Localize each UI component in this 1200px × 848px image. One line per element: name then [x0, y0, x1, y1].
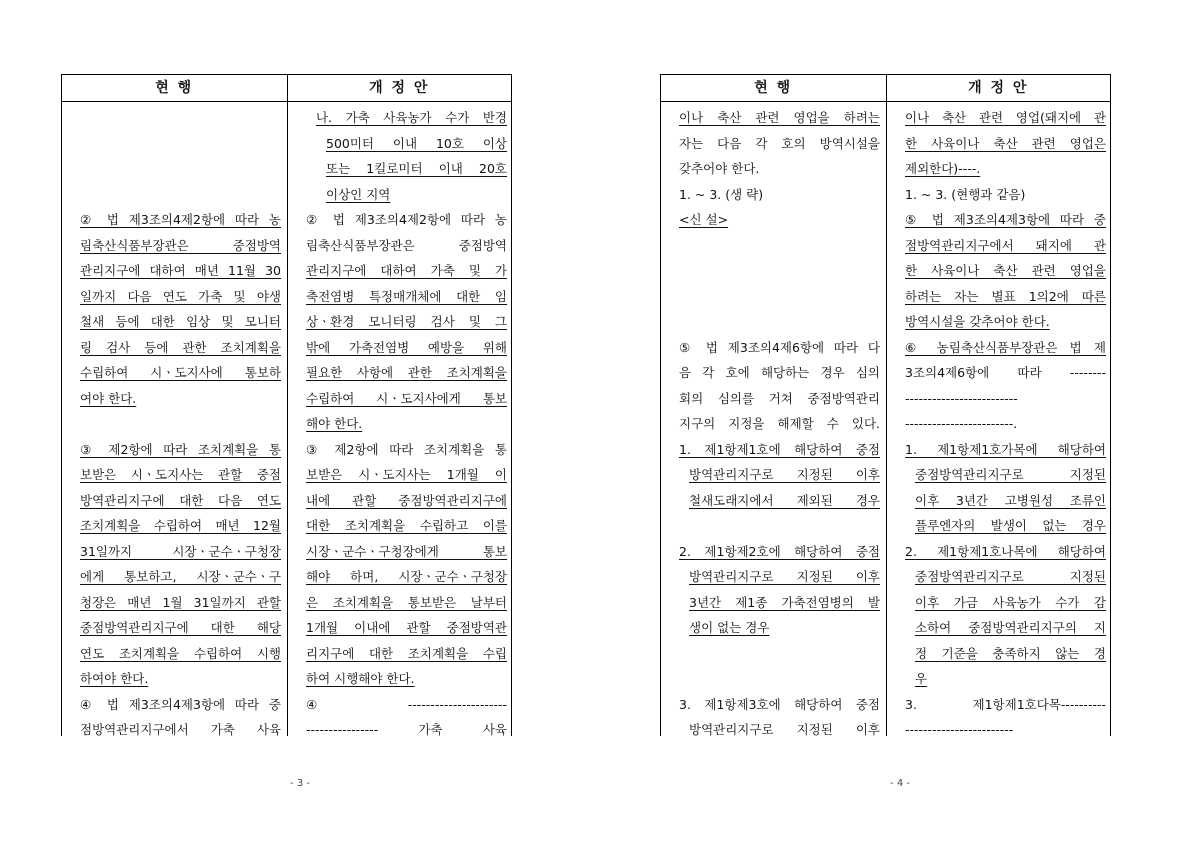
text-line: 보받은 시ㆍ도지사는 관할 중점: [80, 467, 281, 482]
text-line: 1. 제1항제1호에 해당하여 중점: [679, 441, 880, 457]
text-line: 3. 제1항제3호에 해당하여 중점: [679, 696, 880, 712]
text-line: ------------------------: [905, 722, 1014, 737]
text-line: 축전염병 특정매개체에 대한 임: [306, 288, 507, 304]
text-line: 방역관리지구로 지정된 이후: [689, 569, 880, 584]
text-line: [80, 105, 281, 131]
text-line: 중점방역관리지구에 대한 해당: [80, 620, 281, 635]
text-line: 한 사육이나 축산 관련 영업을: [905, 263, 1106, 278]
text-line: 이상인 지역: [326, 186, 391, 202]
text-line: 방역관리지구로 지정된 이후: [689, 722, 880, 737]
text-line: 나. 가축 사육농가 수가 반경: [316, 110, 507, 125]
text-line: 한 사육이나 축산 관련 영업은: [905, 135, 1106, 151]
text-line: 조치계획을 수립하여 매년 12월: [80, 518, 281, 533]
text-line: 지구의 지정을 해제할 수 있다.: [679, 416, 880, 431]
current-column: [62, 105, 287, 743]
text-line: 내에 관할 중점방역관리지구에: [306, 492, 507, 508]
text-line: 이나 축산 관련 영업(돼지에 관: [905, 110, 1106, 125]
text-line: 밖에 가축전염병 예방을 위해: [306, 339, 507, 355]
text-line: [80, 156, 281, 182]
text-line: 500미터 이내 10호 이상: [326, 135, 507, 151]
table-header: [661, 75, 1110, 102]
text-line: <신 설>: [679, 212, 729, 227]
text-line: 수립하여 시ㆍ도지사에게 통보: [306, 390, 507, 406]
text-line: [679, 233, 880, 259]
page-4: [600, 0, 1200, 848]
text-line: 은 조치계획을 통보받은 날부터: [306, 594, 507, 610]
text-line: 시장ㆍ군수ㆍ구청장에게 통보: [306, 543, 507, 559]
text-line: [679, 284, 880, 310]
header-current: 현 행: [155, 80, 194, 96]
text-line: 1개월 이내에 관할 중점방역관: [306, 620, 507, 635]
text-line: [679, 309, 880, 335]
text-line: ② 법 제3조의4제2항에 따라 농: [306, 212, 507, 227]
text-line: ④ ----------------------: [306, 696, 507, 712]
text-line: [679, 513, 880, 539]
comparison-table: [61, 74, 512, 736]
table-header: [62, 75, 511, 102]
text-line: 음 각 호에 해당하는 경우 심의: [679, 365, 880, 380]
text-line: 관리지구에 대하여 매년 11월 30: [80, 263, 281, 278]
text-line: ② 법 제3조의4제2항에 따라 농: [80, 212, 281, 227]
text-line: 림축산식품부장관은 중점방역: [80, 237, 281, 253]
text-line: 2. 제1항제2호에 해당하여 중점: [679, 543, 880, 559]
text-line: 생이 없는 경우: [689, 620, 770, 635]
text-line: 상ㆍ환경 모니터링 검사 및 그: [306, 314, 507, 329]
header-amended: 개 정 안: [886, 75, 1111, 101]
text-line: [679, 641, 880, 667]
text-line: ⑤ 법 제3조의4제6항에 따라 다: [679, 339, 880, 355]
text-line: 연도 조치계획을 수립하여 시행: [80, 645, 281, 661]
text-line: 1. ~ 3. (생 략): [679, 186, 764, 202]
amended-column: [288, 105, 513, 743]
text-line: 또는 1킬로미터 이내 20호: [326, 161, 507, 176]
text-line: 3년간 제1종 가축전염병의 발: [689, 594, 880, 610]
text-line: 일까지 다음 연도 가축 및 야생: [80, 288, 281, 304]
text-line: 방역시설을 갖추어야 한다.: [905, 314, 1050, 329]
text-line: [679, 258, 880, 284]
text-line: ③ 제2항에 따라 조치계획을 통: [306, 441, 507, 457]
text-line: 해야 한다.: [306, 416, 363, 431]
text-line: 중점방역관리지구로 지정된: [915, 467, 1106, 482]
text-line: [80, 131, 281, 157]
text-line: 필요한 사항에 관한 조치계획을: [306, 365, 507, 380]
text-line: ④ 법 제3조의4제3항에 따라 중: [80, 696, 281, 712]
text-line: 철새 등에 대한 임상 및 모니터: [80, 314, 281, 329]
header-current: 현 행: [754, 80, 793, 96]
text-line: 에게 통보하고, 시장ㆍ군수ㆍ구: [80, 569, 281, 584]
text-line: 이후 3년간 고병원성 조류인: [915, 492, 1106, 508]
page-number: - 3 -: [290, 778, 310, 789]
text-line: 이후 가금 사육농가 수가 감: [915, 594, 1106, 610]
text-line: 여야 한다.: [80, 390, 137, 406]
text-line: ⑤ 법 제3조의4제3항에 따라 중: [905, 212, 1106, 227]
text-line: 자는 다음 각 호의 방역시설을: [679, 135, 880, 151]
text-line: [679, 666, 880, 692]
text-line: 이나 축산 관련 영업을 하려는: [679, 110, 880, 125]
text-line: 하려는 자는 별표 1의2에 따른: [905, 288, 1106, 304]
text-line: ⑥ 농림축산식품부장관은 법 제: [905, 339, 1106, 355]
text-line: 3. 제1항제1호다목----------: [905, 696, 1106, 712]
text-line: [80, 411, 281, 437]
header-amended: 개 정 안: [287, 75, 512, 101]
text-line: 플루엔자의 발생이 없는 경우: [915, 518, 1106, 533]
text-line: 3조의4제6항에 따라 --------: [905, 365, 1106, 380]
text-line: 2. 제1항제1호나목에 해당하여: [905, 543, 1106, 559]
text-line: ---------------- 가축 사육: [306, 722, 507, 737]
text-line: -------------------------: [905, 390, 1018, 406]
text-line: 수립하여 시ㆍ도지사에 통보하: [80, 365, 281, 380]
text-line: 하여야 한다.: [80, 671, 149, 686]
text-line: 31일까지 시장ㆍ군수ㆍ구청장: [80, 543, 281, 559]
text-line: 정 기준을 충족하지 않는 경: [915, 645, 1106, 661]
text-line: ------------------------.: [905, 416, 1018, 431]
text-line: 보받은 시ㆍ도지사는 1개월 이: [306, 467, 507, 482]
current-column: [661, 105, 886, 743]
text-line: 점방역관리지구에서 가축 사육: [80, 722, 281, 737]
amended-column: [887, 105, 1112, 743]
text-line: 링 검사 등에 관한 조치계획을: [80, 339, 281, 355]
text-line: 해야 하며, 시장ㆍ군수ㆍ구청장: [306, 569, 507, 584]
text-line: 관리지구에 대하여 가축 및 가: [306, 263, 507, 278]
text-line: 리지구에 대한 조치계획을 수립: [306, 645, 507, 661]
page-number: - 4 -: [890, 778, 910, 789]
text-line: 청장은 매년 1월 31일까지 관할: [80, 594, 281, 610]
text-line: ③ 제2항에 따라 조치계획을 통: [80, 441, 281, 457]
comparison-table: [660, 74, 1111, 736]
text-line: 소하여 중점방역관리지구의 지: [915, 620, 1106, 635]
text-line: 우: [915, 671, 928, 686]
text-line: 대한 조치계획을 수립하고 이를: [306, 518, 507, 533]
text-line: 제외한다)----.: [905, 161, 981, 176]
text-line: 중점방역관리지구로 지정된: [915, 569, 1106, 584]
text-line: 점방역관리지구에서 돼지에 관: [905, 237, 1106, 253]
text-line: 방역관리지구에 대한 다음 연도: [80, 492, 281, 508]
text-line: 갖추어야 한다.: [679, 161, 760, 176]
text-line: 림축산식품부장관은 중점방역: [306, 237, 507, 253]
text-line: 철새도래지에서 제외된 경우: [689, 492, 880, 508]
text-line: 1. ~ 3. (현행과 같음): [905, 186, 1026, 202]
text-line: 1. 제1항제1호가목에 해당하여: [905, 441, 1106, 457]
text-line: 방역관리지구로 지정된 이후: [689, 467, 880, 482]
text-line: 하여 시행해야 한다.: [306, 671, 415, 686]
text-line: [80, 182, 281, 208]
text-line: 회의 심의를 거쳐 중점방역관리: [679, 390, 880, 406]
